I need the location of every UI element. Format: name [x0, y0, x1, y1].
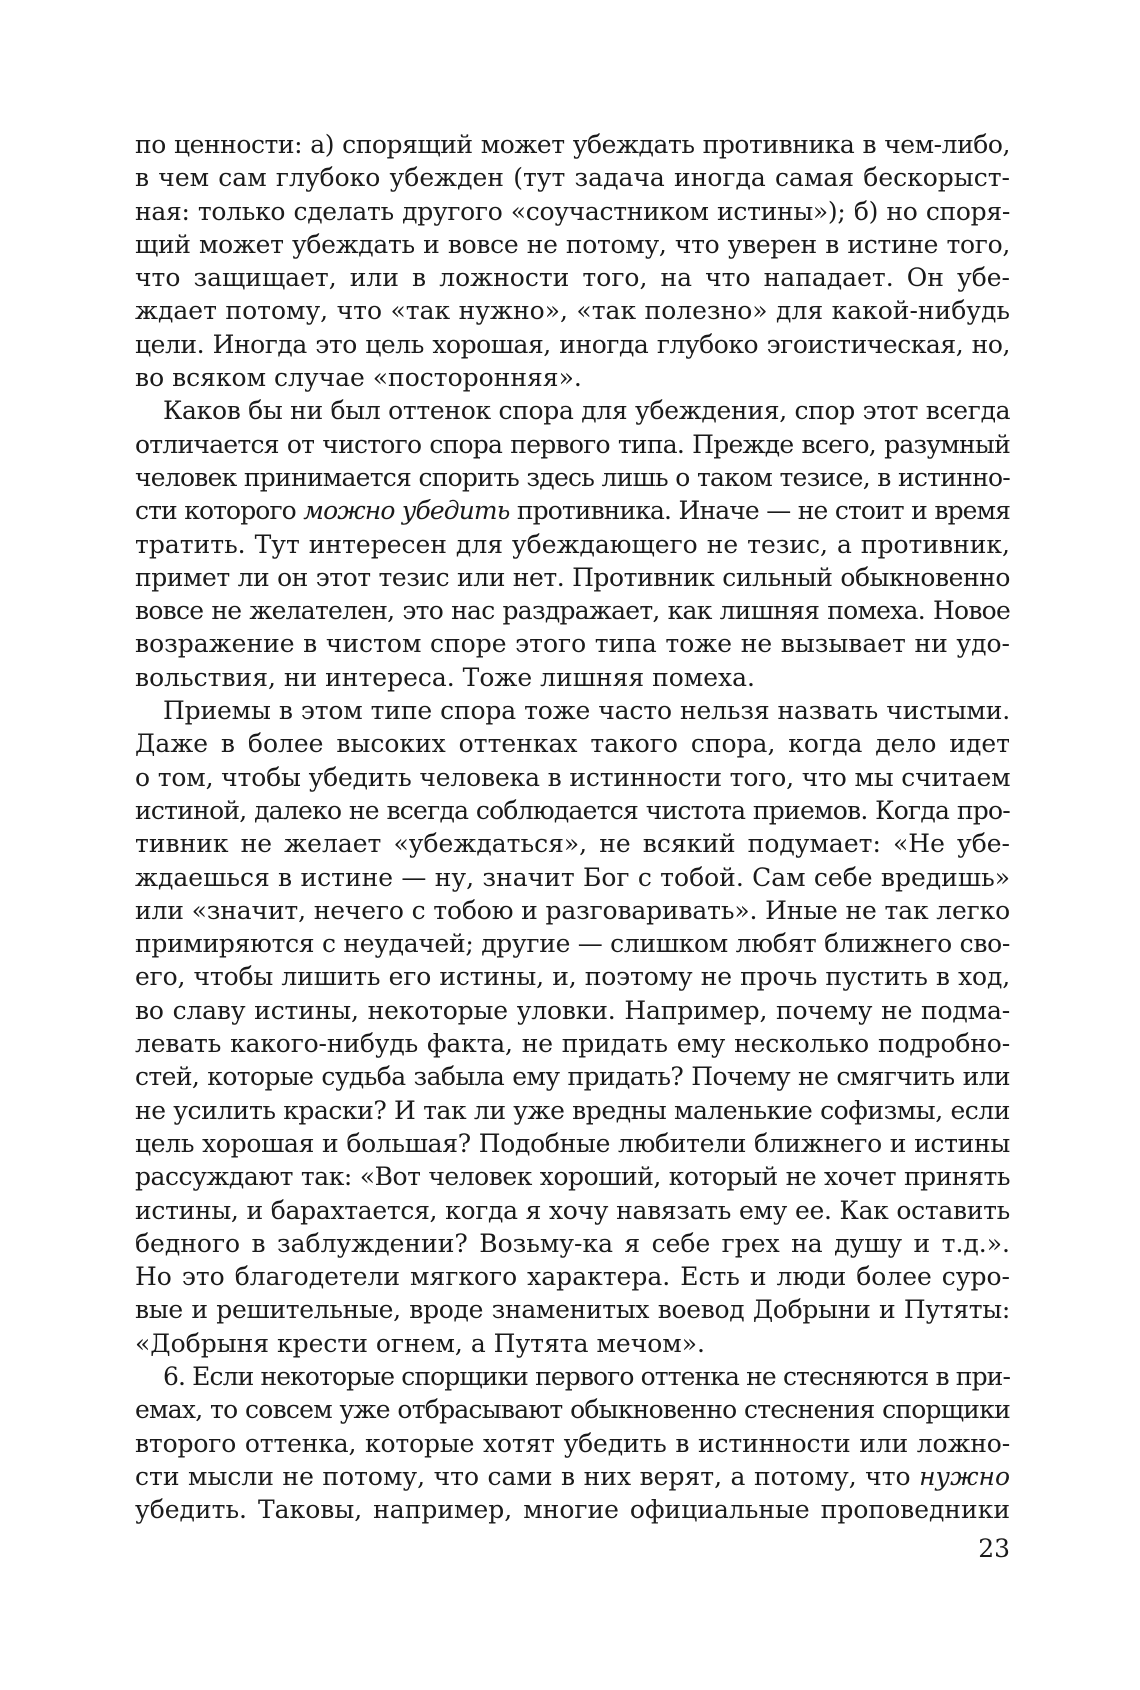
- text-line: левать какого-нибудь факта, не придать ему несколько подробно-: [135, 1029, 1010, 1059]
- text-line: вые и решительные, вроде знаменитых воевод Добрыни и Путяты:: [135, 1295, 1010, 1325]
- text-line: щий может убеждать и вовсе не потому, что уверен в истине того,: [135, 229, 1010, 259]
- text-line: Приемы в этом типе спора тоже часто нельзя назвать чистыми.: [163, 696, 1010, 726]
- emphasis-text: можно убедить: [303, 496, 510, 526]
- text-line: убедить. Таковы, например, многие официальные проповедники: [135, 1495, 1010, 1525]
- text-line: его, чтобы лишить его истины, и, поэтому не прочь пустить в ход,: [135, 962, 1010, 992]
- text-line: человек принимается спорить здесь лишь о таком тезисе, в истинно-: [135, 462, 1010, 492]
- text-line: тратить. Тут интересен для убеждающего не тезис, а противник,: [135, 529, 1010, 559]
- text-line: ная: только сделать другого «соучастником истины»); б) но споря-: [135, 196, 1010, 226]
- text-line: бедного в заблуждении? Возьму-ка я себе грех на душу и т.д.».: [135, 1228, 1010, 1258]
- text-run: сти мысли не потому, что сами в них верят, а потому, что: [135, 1461, 920, 1491]
- text-line: рассуждают так: «Вот человек хороший, который не хочет принять: [135, 1162, 1010, 1192]
- text-line: цель хорошая и большая? Подобные любители ближнего и истины: [135, 1128, 1010, 1158]
- text-line: примет ли он этот тезис или нет. Противник сильный обыкновенно: [135, 562, 1010, 592]
- paragraph-3: [135, 694, 1010, 1360]
- paragraph-4: [135, 1360, 1010, 1526]
- text-line: во всяком случае «посторонняя».: [135, 363, 582, 393]
- paragraph-1: [135, 128, 1010, 394]
- text-line-with-emphasis: [135, 1460, 1010, 1493]
- text-line-with-emphasis: [135, 494, 1010, 527]
- text-line: «Добрыня крести огнем, а Путята мечом».: [135, 1328, 705, 1358]
- text-line: Каков бы ни был оттенок спора для убеждения, спор этот всегда: [163, 396, 1011, 426]
- text-line: или «значит, нечего с тобою и разговаривать». Иные не так легко: [135, 895, 1010, 925]
- text-line: ждает потому, что «так нужно», «так полезно» для какой-нибудь: [135, 296, 1010, 326]
- text-run: противника. Иначе — не стоит и время: [509, 496, 1010, 526]
- text-line: 6. Если некоторые спорщики первого оттенка не стесняются в при-: [163, 1361, 1010, 1391]
- text-line: цели. Иногда это цель хорошая, иногда глубоко эгоистическая, но,: [135, 329, 1010, 359]
- text-line: примиряются с неудачей; другие — слишком любят ближнего сво-: [135, 929, 1010, 959]
- text-line: не усилить краски? И так ли уже вредны маленькие софизмы, если: [135, 1095, 1010, 1125]
- text-line: ждаешься в истине — ну, значит Бог с тобой. Сам себе вредишь»: [135, 862, 1010, 892]
- text-line: вольствия, ни интереса. Тоже лишняя помеха.: [135, 662, 755, 692]
- text-line: отличается от чистого спора первого типа. Прежде всего, разумный: [135, 429, 1010, 459]
- text-line: Но это благодетели мягкого характера. Есть и люди более суро-: [135, 1262, 1010, 1292]
- book-page-text: [135, 128, 1010, 1526]
- text-line: что защищает, или в ложности того, на что нападает. Он убе-: [135, 263, 1010, 293]
- text-line: Даже в более высоких оттенках такого спора, когда дело идет: [135, 729, 1010, 759]
- text-line: истины, и барахтается, когда я хочу навязать ему ее. Как оставить: [135, 1195, 1010, 1225]
- emphasis-text: нужно: [919, 1461, 1010, 1491]
- text-line: стей, которые судьба забыла ему придать? Почему не смягчить или: [135, 1062, 1010, 1092]
- text-line: вовсе не желателен, это нас раздражает, как лишняя помеха. Новое: [135, 596, 1010, 626]
- text-line: в чем сам глубоко убежден (тут задача иногда самая бескорыст-: [135, 163, 1010, 193]
- paragraph-2: [135, 394, 1010, 694]
- text-line: истиной, далеко не всегда соблюдается чистота приемов. Когда про-: [135, 795, 1010, 825]
- text-line: возражение в чистом споре этого типа тоже не вызывает ни удо-: [135, 629, 1010, 659]
- text-run: сти которого: [135, 496, 304, 526]
- text-line: о том, чтобы убедить человека в истинности того, что мы считаем: [135, 762, 1011, 792]
- page-number: 23: [978, 1534, 1010, 1563]
- text-line: по ценности: а) спорящий может убеждать противника в чем-либо,: [135, 130, 1010, 159]
- text-line: емах, то совсем уже отбрасывают обыкновенно стеснения спорщики: [135, 1395, 1010, 1425]
- text-line: тивник не желает «убеждаться», не всякий подумает: «Не убе-: [135, 829, 1010, 859]
- text-line: второго оттенка, которые хотят убедить в истинности или ложно-: [135, 1428, 1010, 1458]
- text-line: во славу истины, некоторые уловки. Например, почему не подма-: [135, 995, 1010, 1025]
